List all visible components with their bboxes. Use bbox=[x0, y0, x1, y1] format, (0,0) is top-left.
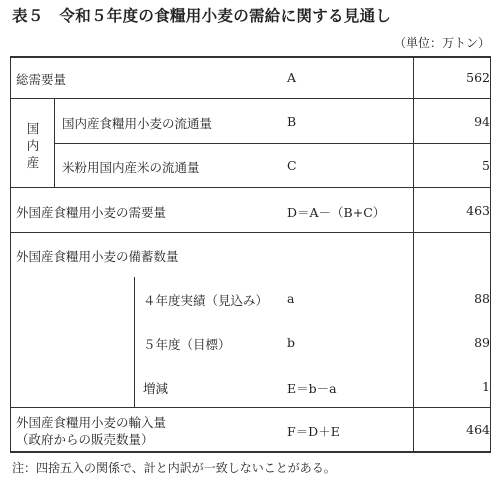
domestic-wheat-label: 国内産食糧用小麦の流通量 bbox=[62, 116, 213, 131]
domestic-group-char: 国 bbox=[26, 121, 40, 136]
stock-change-value: 1 bbox=[482, 379, 490, 394]
table-left-border bbox=[10, 57, 11, 452]
total-demand-label: 総需要量 bbox=[16, 72, 67, 87]
foreign-demand-label: 外国産食糧用小麦の需要量 bbox=[16, 205, 167, 220]
rice-flour-formula: C bbox=[287, 158, 297, 173]
row-divider bbox=[10, 232, 491, 233]
table-top-border bbox=[10, 56, 491, 58]
stock-r5-label: ５年度（目標） bbox=[143, 337, 231, 352]
total-demand-formula: A bbox=[287, 70, 297, 85]
row-divider bbox=[10, 98, 491, 99]
domestic-group-char: 産 bbox=[26, 155, 40, 170]
total-demand-value: 562 bbox=[466, 70, 490, 85]
imports-label-line1: 外国産食糧用小麦の輸入量 bbox=[16, 415, 167, 430]
foreign-demand-value: 463 bbox=[466, 203, 490, 218]
stock-r4-label: ４年度実績（見込み） bbox=[143, 293, 269, 308]
table-right-border bbox=[490, 57, 491, 452]
indent-divider bbox=[134, 277, 135, 407]
footnote: 注：四捨五入の関係で、計と内訳が一致しないことがある。 bbox=[12, 461, 336, 475]
stock-label: 外国産食糧用小麦の備蓄数量 bbox=[16, 249, 179, 264]
rice-flour-label: 米粉用国内産米の流通量 bbox=[62, 160, 200, 175]
stock-change-label: 増減 bbox=[143, 381, 169, 396]
row-divider bbox=[10, 407, 491, 408]
domestic-group-label bbox=[24, 120, 42, 171]
imports-formula: F＝D＋E bbox=[287, 424, 340, 439]
domestic-wheat-value: 94 bbox=[474, 114, 490, 129]
unit-label: （単位：万トン） bbox=[393, 36, 490, 50]
row-divider bbox=[54, 143, 491, 144]
domestic-group-char: 内 bbox=[26, 138, 40, 153]
stock-r4-formula: a bbox=[287, 291, 295, 306]
table-bottom-border bbox=[10, 451, 491, 453]
imports-value: 464 bbox=[466, 422, 490, 437]
group-divider bbox=[54, 99, 55, 187]
imports-label-line2: （政府からの販売数量） bbox=[16, 432, 154, 447]
stock-change-formula: E＝b－a bbox=[287, 381, 337, 396]
stock-r4-value: 88 bbox=[474, 291, 490, 306]
row-divider bbox=[10, 187, 491, 188]
foreign-demand-formula: D＝A－（B+C） bbox=[287, 205, 386, 220]
rice-flour-value: 5 bbox=[482, 158, 490, 173]
stock-r5-value: 89 bbox=[474, 335, 490, 350]
domestic-wheat-formula: B bbox=[287, 114, 297, 129]
stock-r5-formula: b bbox=[287, 335, 296, 350]
value-column-divider bbox=[413, 57, 414, 452]
page-title: 表５ 令和５年度の食糧用小麦の需給に関する見通し bbox=[12, 7, 392, 25]
